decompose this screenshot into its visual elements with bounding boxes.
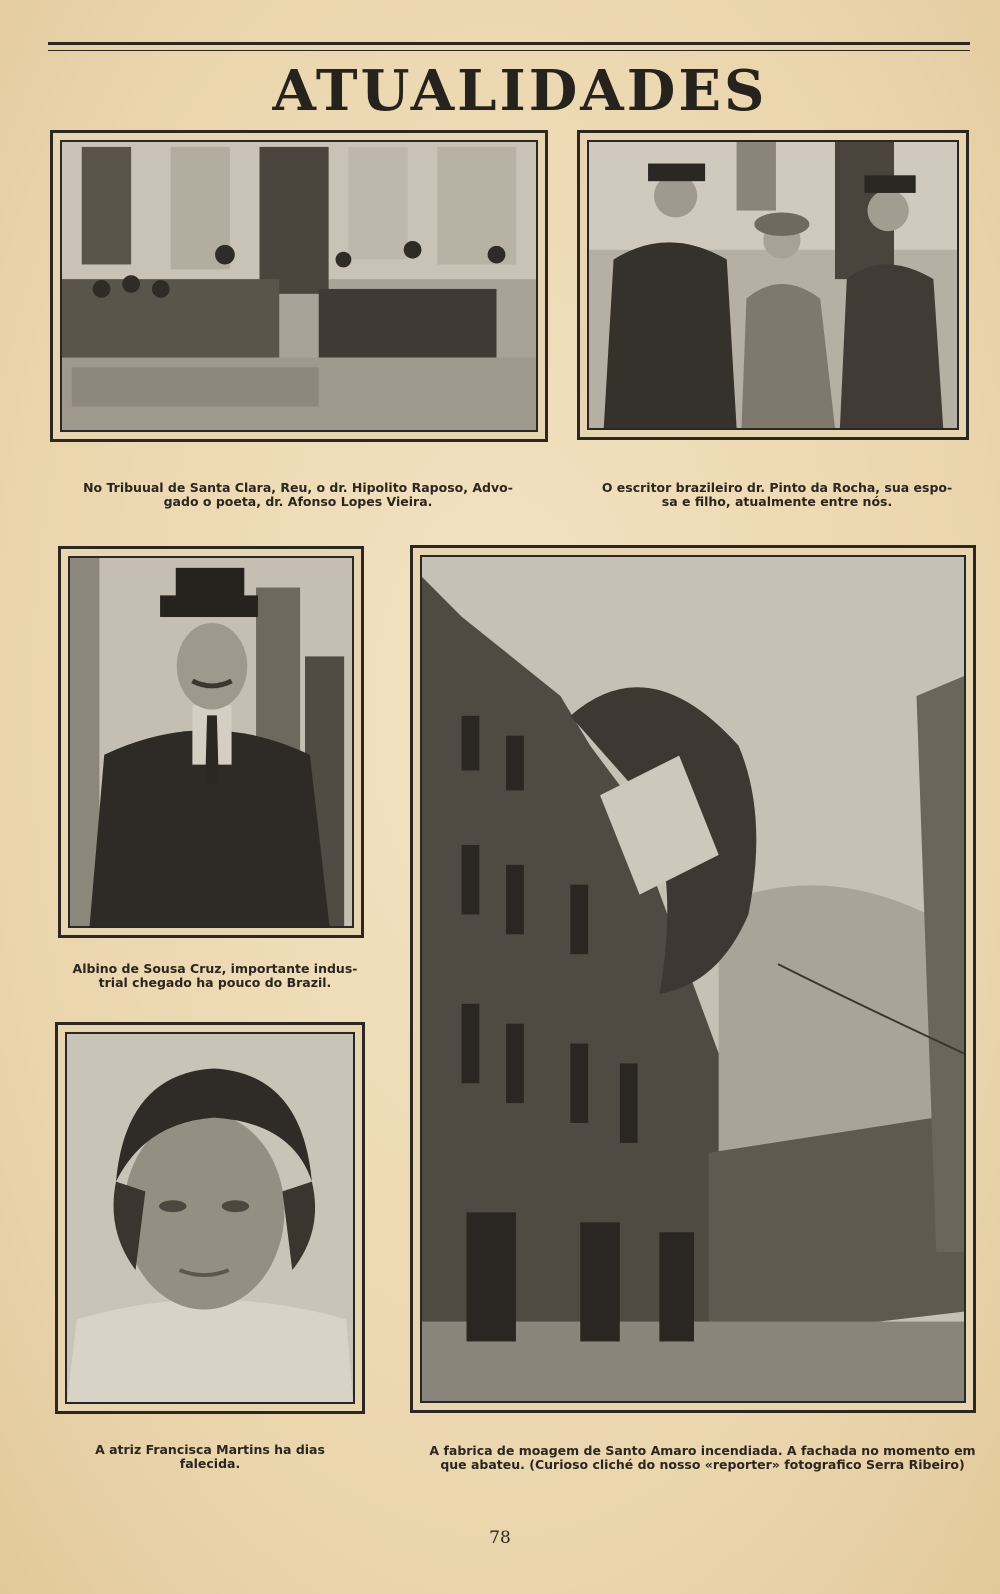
photo-albino bbox=[68, 556, 354, 928]
caption-fabrica-line1: A fabrica de moagem de Santo Amaro incendiada. A fachada no momento em bbox=[429, 1443, 976, 1458]
caption-escritor-line2: sa e filho, atualmente entre nós. bbox=[661, 494, 893, 509]
photo-frame-atriz bbox=[55, 1022, 365, 1414]
caption-albino bbox=[50, 962, 380, 990]
page-title: ATUALIDADES bbox=[272, 58, 768, 124]
photo-frame-escritor bbox=[577, 130, 969, 440]
page-number: 78 bbox=[489, 1528, 511, 1548]
photo-atriz bbox=[65, 1032, 355, 1404]
caption-atriz-line1: A atriz Francisca Martins ha dias bbox=[95, 1442, 325, 1457]
caption-fabrica-line2: que abateu. (Curioso cliché do nosso «reporter» fotografico Serra Ribeiro) bbox=[440, 1457, 965, 1472]
caption-albino-line1: Albino de Sousa Cruz, importante indus- bbox=[72, 961, 358, 976]
photo-escritor bbox=[587, 140, 959, 430]
caption-tribunal-line1: No Tribuual de Santa Clara, Reu, o dr. Hipolito Raposo, Advo- bbox=[83, 480, 513, 495]
caption-albino-line2: trial chegado ha pouco do Brazil. bbox=[98, 975, 332, 990]
caption-atriz-line2: falecida. bbox=[179, 1456, 241, 1471]
caption-escritor-line1: O escritor brazileiro dr. Pinto da Rocha, sua espo- bbox=[601, 480, 953, 495]
caption-escritor bbox=[577, 481, 977, 509]
photo-frame-fabrica bbox=[410, 545, 976, 1413]
photo-tribunal bbox=[60, 140, 538, 432]
caption-tribunal-line2: gado o poeta, dr. Afonso Lopes Vieira. bbox=[163, 494, 433, 509]
photo-fabrica bbox=[420, 555, 966, 1403]
caption-tribunal bbox=[48, 481, 548, 509]
masthead-rule-bottom bbox=[48, 50, 970, 51]
caption-fabrica bbox=[405, 1444, 1000, 1472]
masthead-rule-top bbox=[48, 42, 970, 45]
photo-frame-albino bbox=[58, 546, 364, 938]
caption-atriz bbox=[60, 1443, 360, 1471]
photo-frame-tribunal bbox=[50, 130, 548, 442]
